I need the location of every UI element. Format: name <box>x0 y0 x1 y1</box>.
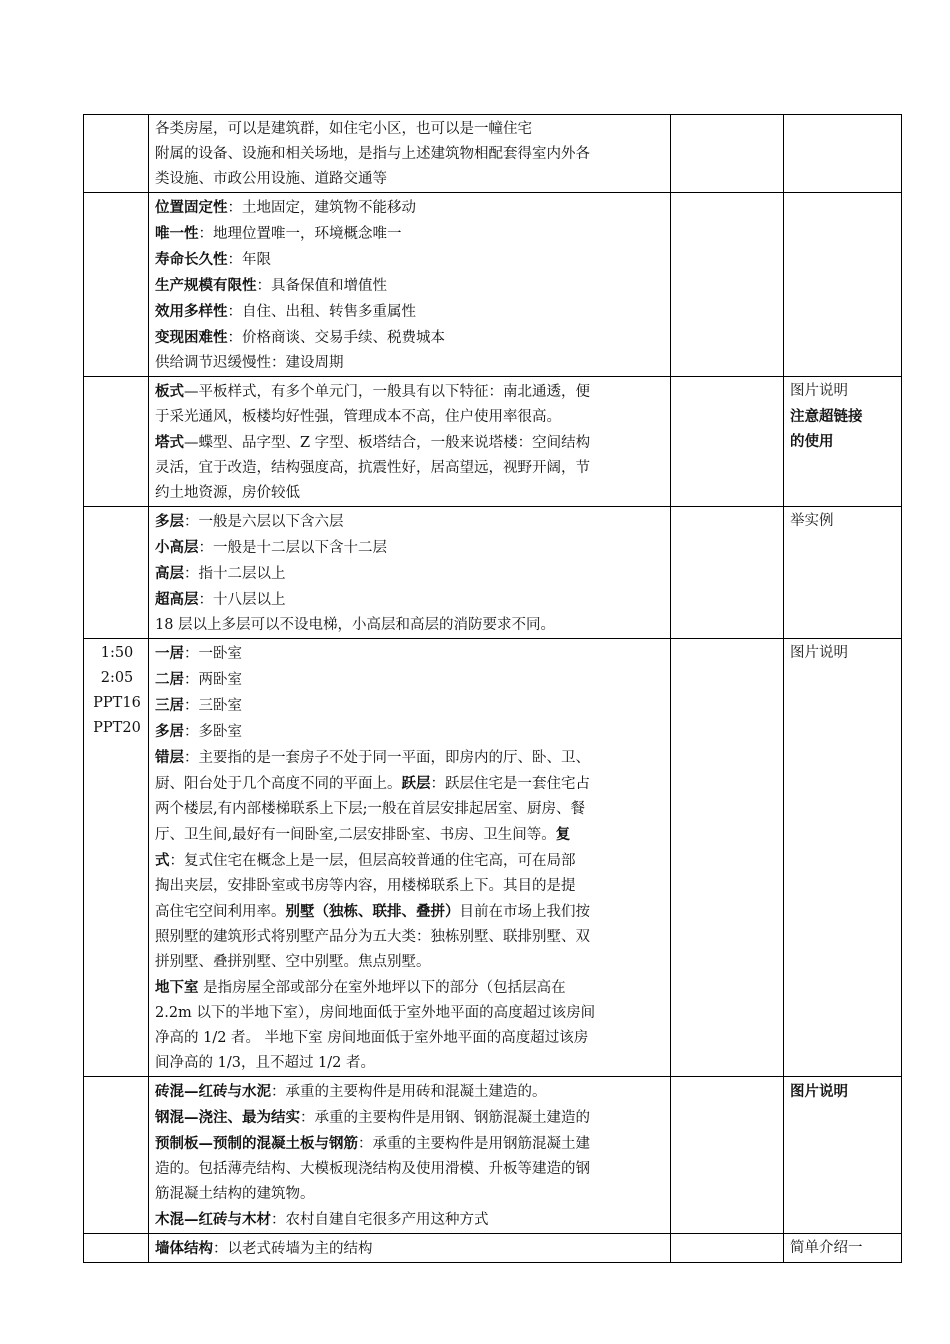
feature-line <box>155 509 666 535</box>
feature-term: 一居 <box>155 645 184 662</box>
content-line <box>155 1131 666 1157</box>
content-cell <box>149 1077 671 1234</box>
feature-text: 一般是十二层以下含十二层 <box>213 540 387 556</box>
feature-text: 具备保值和增值性 <box>271 278 387 294</box>
term-fushi: 复 <box>555 826 571 843</box>
feature-line <box>155 325 666 351</box>
feature-line <box>155 221 666 247</box>
remark-cell <box>784 1077 902 1234</box>
separator: ： <box>227 200 242 216</box>
method-cell <box>671 115 784 193</box>
content-line: 于采光通风，板楼均好性强，管理成本不高，住户使用率很高。 <box>155 409 561 425</box>
feature-text: 两卧室 <box>198 672 242 688</box>
term-bieshu: 别墅（独栋、联排、叠拼） <box>285 903 460 920</box>
content-line: 净高的 1/2 者。 半地下室 房间地面低于室外地平面的高度超过该房 <box>155 1030 589 1046</box>
separator: ： <box>227 304 242 320</box>
content-line: 各类房屋，可以是建筑群，如住宅小区，也可以是一幢住宅 <box>155 121 532 137</box>
feature-term: 变现困难性 <box>155 329 228 346</box>
content-line: 约土地资源，房价较低 <box>155 485 300 501</box>
feature-term: 小高层 <box>155 539 199 556</box>
feature-text: 一卧室 <box>198 646 242 662</box>
text: ：主要指的是一套房子不处于同一平面，即房内的厅、卧、卫、 <box>184 750 590 766</box>
feature-term: 效用多样性 <box>155 303 228 320</box>
time-cell <box>84 1234 149 1263</box>
separator: ： <box>198 540 213 556</box>
feature-text: 一般是六层以下含六层 <box>198 514 344 530</box>
content-line <box>155 975 666 1001</box>
remark-cell <box>784 193 902 377</box>
content-line: 间净高的 1/3，且不超过 1/2 者。 <box>155 1055 375 1071</box>
feature-text: 三卧室 <box>198 698 242 714</box>
ppt-ref: PPT20 <box>93 720 141 736</box>
method-cell <box>671 1234 784 1263</box>
remark-cell <box>784 115 902 193</box>
table-row <box>84 377 902 507</box>
term-yuzhiban: 预制板—预制的混凝土板与钢筋 <box>155 1135 358 1152</box>
method-cell <box>671 507 784 639</box>
text: ：农村自建自宅很多产用这种方式 <box>271 1212 489 1228</box>
remark-text: 简单介绍一 <box>790 1240 863 1256</box>
content-line: 拼别墅、叠拼别墅、空中别墅。焦点别墅。 <box>155 954 431 970</box>
feature-term: 唯一性 <box>155 225 199 242</box>
feature-term: 高层 <box>155 565 184 582</box>
term-fushi: 式 <box>155 852 170 869</box>
feature-text: 自住、出租、转售多重属性 <box>242 304 416 320</box>
feature-line <box>155 195 666 221</box>
remark-text: 图片说明 <box>790 645 848 661</box>
table-row <box>84 507 902 639</box>
text: —平板样式，有多个单元门，一般具有以下特征：南北通透，便 <box>184 384 590 400</box>
feature-line-plain: 供给调节迟缓慢性：建设周期 <box>155 355 344 371</box>
feature-text: 多卧室 <box>198 724 242 740</box>
content-cell <box>149 115 671 193</box>
feature-line <box>155 299 666 325</box>
remark-cell <box>784 639 902 1077</box>
content-line: 两个楼层,有内部楼梯联系上下层;一般在首层安排起居室、厨房、餐 <box>155 801 585 817</box>
content-line <box>155 379 666 405</box>
text: ：复式住宅在概念上是一层，但层高较普通的住宅高，可在局部 <box>169 853 576 869</box>
feature-text: 十八层以上 <box>213 592 286 608</box>
time-cell <box>84 115 149 193</box>
time-text: 1:50 <box>100 645 134 661</box>
time-cell <box>84 639 149 1077</box>
content-line <box>155 745 666 771</box>
text: —蝶型、品字型、Z 字型、板塔结合，一般来说塔楼：空间结构 <box>184 435 591 451</box>
text: ：以老式砖墙为主的结构 <box>213 1241 373 1257</box>
content-cell <box>149 507 671 639</box>
time-cell <box>84 193 149 377</box>
content-line: 附属的设备、设施和相关场地，是指与上述建筑物相配套得室内外各 <box>155 146 590 162</box>
content-cell <box>149 639 671 1077</box>
table-row <box>84 1234 902 1263</box>
lesson-plan-table <box>83 114 902 1263</box>
feature-term: 二居 <box>155 671 184 688</box>
separator: ： <box>227 330 242 346</box>
feature-line <box>155 273 666 299</box>
content-line <box>155 430 666 456</box>
feature-line <box>155 641 666 667</box>
content-line: 照别墅的建筑形式将别墅产品分为五大类：独栋别墅、联排别墅、双 <box>155 929 590 945</box>
separator: ： <box>227 252 242 268</box>
remark-text: 举实例 <box>790 513 834 529</box>
content-line: 造的。包括薄壳结构、大模板现浇结构及使用滑模、升板等建造的钢 <box>155 1161 590 1177</box>
text: ：跃层住宅是一套住宅占 <box>430 776 590 792</box>
feature-text: 指十二层以上 <box>198 566 286 582</box>
separator: ： <box>184 672 199 688</box>
content-cell <box>149 193 671 377</box>
feature-term: 位置固定性 <box>155 199 228 216</box>
content-line <box>155 1105 666 1131</box>
text: 是指房屋全部或部分在室外地坪以下的部分（包括层高在 <box>198 980 566 996</box>
separator: ： <box>184 566 199 582</box>
content-line: 18 层以上多层可以不设电梯，小高层和高层的消防要求不同。 <box>155 617 556 633</box>
method-cell <box>671 193 784 377</box>
feature-text: 年限 <box>242 252 271 268</box>
separator: ： <box>184 514 199 530</box>
feature-term: 超高层 <box>155 591 199 608</box>
term-ban: 板式 <box>155 383 184 400</box>
feature-line <box>155 719 666 745</box>
separator: ： <box>256 278 271 294</box>
remark-cell <box>784 1234 902 1263</box>
separator: ： <box>184 698 199 714</box>
feature-line <box>155 667 666 693</box>
term-zhuanhun: 砖混—红砖与水泥 <box>155 1083 271 1100</box>
feature-term: 三居 <box>155 697 184 714</box>
remark-hyperlink-note: 的使用 <box>790 433 834 450</box>
feature-text: 地理位置唯一，环境概念唯一 <box>213 226 402 242</box>
remark-cell <box>784 507 902 639</box>
content-line: 灵活，宜于改造，结构强度高，抗震性好，居高望远，视野开阔，节 <box>155 460 590 476</box>
content-line: 筋混凝土结构的建筑物。 <box>155 1186 315 1202</box>
ppt-ref: PPT16 <box>93 695 141 711</box>
text: ：承重的主要构件是用钢筋混凝土建 <box>358 1136 590 1152</box>
term-yueceng: 跃层 <box>401 775 431 792</box>
content-line <box>155 899 666 925</box>
feature-term: 多居 <box>155 723 184 740</box>
feature-term: 生产规模有限性 <box>155 277 257 294</box>
feature-line <box>155 535 666 561</box>
separator: ： <box>184 646 199 662</box>
content-line: 类设施、市政公用设施、道路交通等 <box>155 171 387 187</box>
time-cell <box>84 1077 149 1234</box>
separator: ： <box>198 226 213 242</box>
feature-line <box>155 247 666 273</box>
table-row <box>84 1077 902 1234</box>
feature-line <box>155 693 666 719</box>
text: 厨、阳台处于几个高度不同的平面上。 <box>155 776 402 792</box>
content-line <box>155 1236 666 1262</box>
text: 目前在市场上我们按 <box>459 904 590 920</box>
term-ta: 塔式 <box>155 434 184 451</box>
time-text: 2:05 <box>100 670 134 686</box>
content-line <box>155 1207 666 1233</box>
time-cell <box>84 377 149 507</box>
content-cell <box>149 377 671 507</box>
table-row <box>84 115 902 193</box>
text: 厅、卫生间,最好有一间卧室,二层安排卧室、书房、卫生间等。 <box>155 827 556 843</box>
term-ganghun: 钢混—浇注、最为结实 <box>155 1109 300 1126</box>
term-muhun: 木混—红砖与木材 <box>155 1211 271 1228</box>
method-cell <box>671 1077 784 1234</box>
method-cell <box>671 377 784 507</box>
content-line <box>155 822 666 848</box>
feature-line <box>155 587 666 613</box>
separator: ： <box>198 592 213 608</box>
remark-cell <box>784 377 902 507</box>
text: ：承重的主要构件是用钢、钢筋混凝土建造的 <box>300 1110 590 1126</box>
term-dixiashi: 地下室 <box>155 979 199 996</box>
text: 高住宅空间利用率。 <box>155 904 286 920</box>
content-line <box>155 771 666 797</box>
feature-term: 寿命长久性 <box>155 251 228 268</box>
content-line: 掏出夹层，安排卧室或书房等内容，用楼梯联系上下。其目的是提 <box>155 878 576 894</box>
separator: ： <box>184 724 199 740</box>
content-cell <box>149 1234 671 1263</box>
method-cell <box>671 639 784 1077</box>
content-line: 2.2m 以下的半地下室），房间地面低于室外地平面的高度超过该房间 <box>155 1005 596 1021</box>
remark-text: 图片说明 <box>790 383 848 399</box>
feature-text: 土地固定，建筑物不能移动 <box>242 200 416 216</box>
term-cuoceng: 错层 <box>155 749 184 766</box>
feature-text: 价格商谈、交易手续、税费城本 <box>242 330 445 346</box>
table-row <box>84 193 902 377</box>
feature-line <box>155 561 666 587</box>
text: ：承重的主要构件是用砖和混凝土建造的。 <box>271 1084 547 1100</box>
remark-hyperlink-note: 注意超链接 <box>790 408 863 425</box>
remark-text: 图片说明 <box>790 1083 848 1100</box>
feature-term: 多层 <box>155 513 184 530</box>
table-row <box>84 639 902 1077</box>
term-qiangti: 墙体结构 <box>155 1240 213 1257</box>
content-line <box>155 848 666 874</box>
content-line <box>155 1079 666 1105</box>
time-cell <box>84 507 149 639</box>
